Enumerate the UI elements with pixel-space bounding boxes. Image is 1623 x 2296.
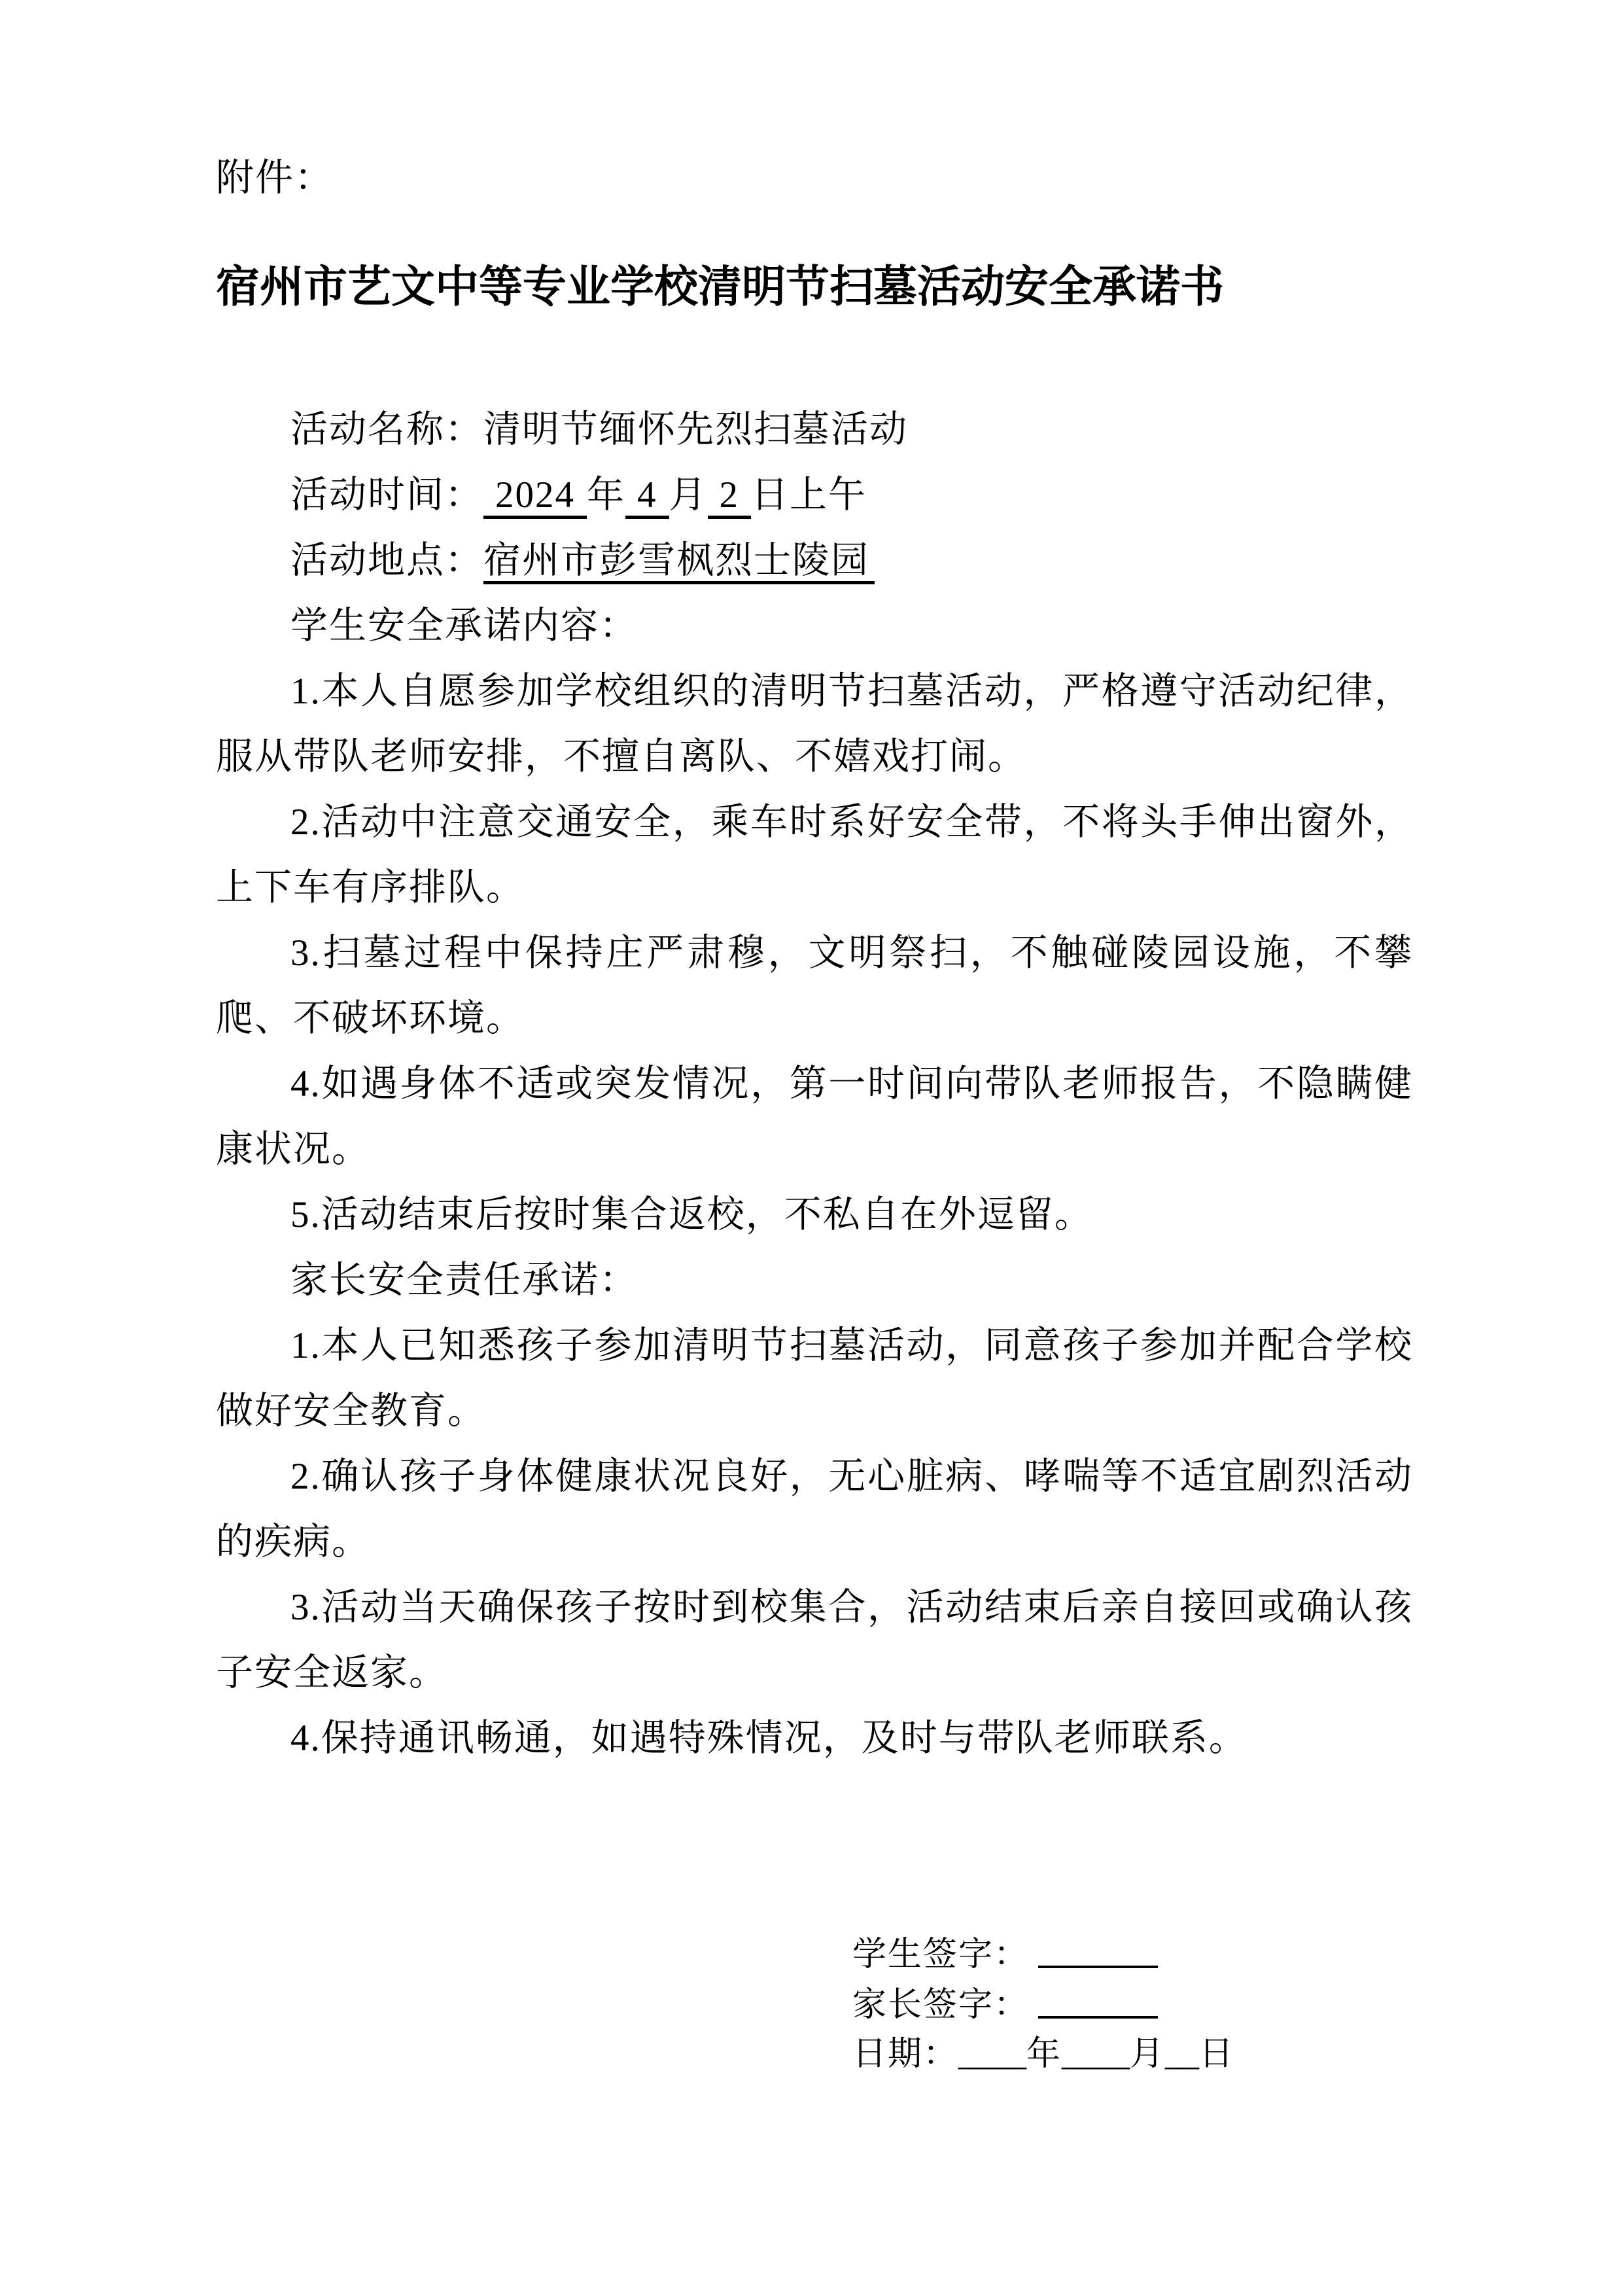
document-body (216, 397, 1413, 1771)
date-month-blank: ____ (1062, 2036, 1130, 2073)
date-year-blank: ____ (958, 2036, 1027, 2073)
activity-place-value: 宿州市彭雪枫烈士陵园 (483, 540, 875, 584)
activity-time-day-blank: 2 (708, 474, 752, 519)
student-item-3: 3.扫墓过程中保持庄严肃穆，文明祭扫，不触碰陵园设施，不攀爬、不破坏环境。 (216, 932, 1413, 1039)
student-item-1: 1.本人自愿参加学校组织的清明节扫墓活动，严格遵守活动纪律，服从带队老师安排，不擅自离队、不嬉戏打闹。 (216, 671, 1413, 777)
activity-name-label: 活动名称： (290, 409, 483, 450)
activity-time-line (216, 463, 1413, 528)
signature-block (216, 1929, 1413, 2079)
date-year-unit: 年 (1026, 2036, 1062, 2073)
parent-item-3: 3.活动当天确保孩子按时到校集合，活动结束后亲自接回或确认孩子安全返家。 (216, 1587, 1413, 1693)
activity-time-day-suffix: 日上午 (751, 474, 867, 516)
parent-section-heading: 家长安全责任承诺： (290, 1260, 638, 1301)
activity-time-year-unit: 年 (587, 474, 625, 516)
student-signature-blank (1038, 1932, 1158, 1968)
student-signature-line (852, 1929, 1413, 1979)
date-label: 日期： (852, 2036, 959, 2073)
date-month-unit: 月 (1130, 2036, 1166, 2073)
parent-item-2: 2.确认孩子身体健康状况良好，无心脏病、哮喘等不适宜剧烈活动的疾病。 (216, 1456, 1413, 1563)
date-line (852, 2030, 1413, 2079)
activity-time-year-blank: 2024 (483, 474, 587, 519)
parent-item-4: 4.保持通讯畅通，如遇特殊情况，及时与带队老师联系。 (290, 1718, 1248, 1759)
student-item-5: 5.活动结束后按时集合返校，不私自在外逗留。 (290, 1194, 1093, 1235)
student-signature-label: 学生签字： (852, 1936, 1030, 1973)
student-item-4: 4.如遇身体不适或突发情况，第一时间向带队老师报告，不隐瞒健康状况。 (216, 1063, 1413, 1170)
activity-time-month-blank: 4 (625, 474, 669, 519)
parent-signature-line (852, 1979, 1413, 2030)
student-item-2: 2.活动中注意交通安全，乘车时系好安全带，不将头手伸出窗外，上下车有序排队。 (216, 802, 1413, 908)
activity-name-value: 清明节缅怀先烈扫墓活动 (483, 409, 908, 450)
activity-time-label: 活动时间： (290, 474, 483, 516)
date-day-unit: 日 (1199, 2036, 1235, 2073)
document-title: 宿州市艺文中等专业学校清明节扫墓活动安全承诺书 (216, 263, 1224, 311)
parent-item-1: 1.本人已知悉孩子参加清明节扫墓活动，同意孩子参加并配合学校做好安全教育。 (216, 1325, 1413, 1432)
activity-name-line (216, 397, 1413, 463)
date-day-blank: __ (1165, 2036, 1200, 2073)
parent-signature-blank (1038, 1982, 1158, 2019)
parent-signature-label: 家长签字： (852, 1987, 1030, 2024)
activity-place-label: 活动地点： (290, 540, 483, 581)
student-section-heading: 学生安全承诺内容： (290, 605, 638, 646)
activity-time-month-unit: 月 (669, 474, 708, 516)
activity-place-line (216, 528, 1413, 593)
attachment-label: 附件： (216, 156, 334, 199)
